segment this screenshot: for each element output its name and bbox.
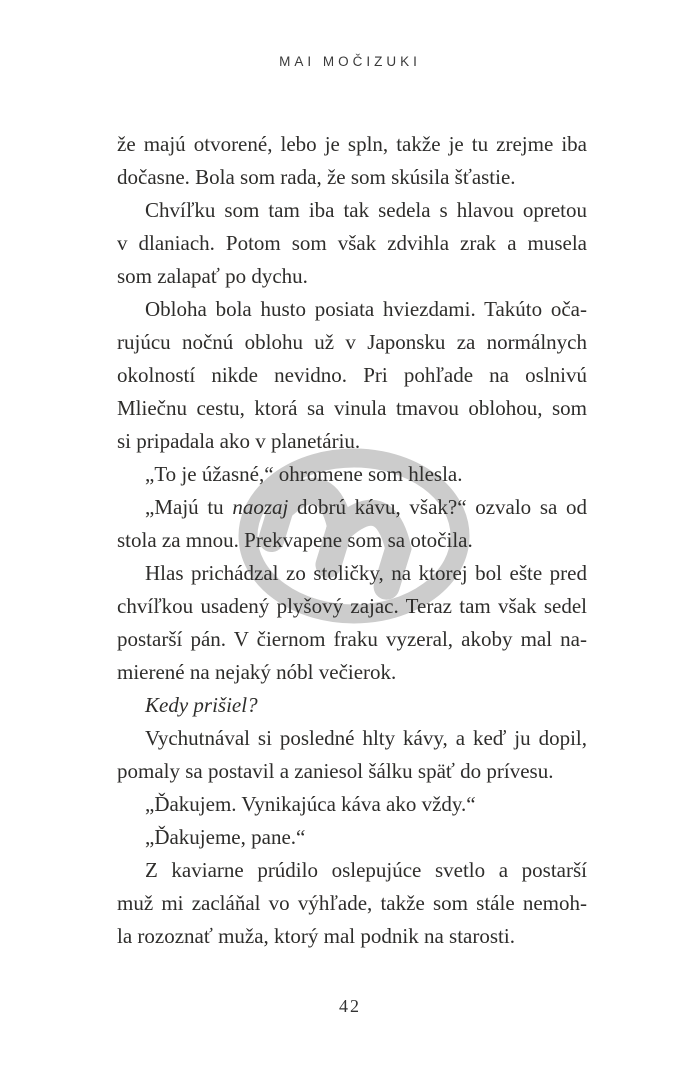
text-segment: mierené na nejaký nóbl večierok. — [117, 660, 397, 684]
text-line — [117, 194, 587, 227]
text-segment: Vychutnával si posledné hlty kávy, a keď ju dopil, — [145, 726, 587, 750]
text-line — [117, 425, 587, 458]
text-line — [117, 755, 587, 788]
text-segment: že majú otvorené, lebo je spln, takže je tu zrejme iba — [117, 132, 587, 156]
text-segment: som zalapať po dychu. — [117, 264, 308, 288]
text-line — [117, 392, 587, 425]
text-line — [117, 920, 587, 953]
text-segment: rujúcu nočnú oblohu už v Japonsku za normálnych — [117, 330, 587, 354]
text-line — [117, 854, 587, 887]
text-line — [117, 788, 587, 821]
italic-text-segment: naozaj — [232, 495, 289, 519]
text-line — [117, 656, 587, 689]
text-line — [117, 491, 587, 524]
text-segment: okolností nikde nevidno. Pri pohľade na oslnivú — [117, 363, 587, 387]
text-segment: la rozoznať muža, ktorý mal podnik na starosti. — [117, 924, 515, 948]
text-segment: stola za mnou. Prekvapene som sa otočila. — [117, 528, 473, 552]
text-segment: Mliečnu cestu, ktorá sa vinula tmavou oblohou, som — [117, 396, 587, 420]
page-number: 42 — [339, 996, 361, 1016]
text-line — [117, 722, 587, 755]
text-segment: dobrú kávu, však?“ ozvalo sa od — [288, 495, 588, 519]
italic-text-segment: Kedy prišiel? — [145, 693, 258, 717]
text-segment: Obloha bola husto posiata hviezdami. Takúto oča- — [145, 297, 587, 321]
text-line — [117, 260, 587, 293]
text-segment: si pripadala ako v planetáriu. — [117, 429, 361, 453]
text-line — [117, 128, 587, 161]
text-segment: chvíľkou usadený plyšový zajac. Teraz tam však sedel — [117, 594, 587, 618]
body-text — [117, 128, 587, 953]
text-segment: „To je úžasné,“ ohromene som hlesla. — [145, 462, 463, 486]
text-segment: pomaly sa postavil a zaniesol šálku späť do prívesu. — [117, 759, 554, 783]
text-segment: dočasne. Bola som rada, že som skúsila šťastie. — [117, 165, 516, 189]
running-header: MAI MOČIZUKI — [279, 54, 421, 69]
text-line — [117, 161, 587, 194]
text-segment: Chvíľku som tam iba tak sedela s hlavou opretou — [145, 198, 587, 222]
text-line — [117, 887, 587, 920]
text-line — [117, 359, 587, 392]
text-segment: „Majú tu — [145, 495, 233, 519]
text-line — [117, 821, 587, 854]
text-line — [117, 623, 587, 656]
text-line — [117, 590, 587, 623]
text-segment: postarší pán. V čiernom fraku vyzeral, akoby mal na- — [117, 627, 587, 651]
text-line — [117, 458, 587, 491]
text-line — [117, 689, 587, 722]
text-line — [117, 227, 587, 260]
text-segment: „Ďakujem. Vynikajúca káva ako vždy.“ — [145, 792, 476, 816]
text-segment: Hlas prichádzal zo stoličky, na ktorej bol ešte pred — [145, 561, 587, 585]
text-segment: Z kaviarne prúdilo oslepujúce svetlo a postarší — [145, 858, 587, 882]
text-line — [117, 326, 587, 359]
text-line — [117, 557, 587, 590]
text-segment: v dlaniach. Potom som však zdvihla zrak a musela — [117, 231, 587, 255]
text-line — [117, 293, 587, 326]
text-segment: „Ďakujeme, pane.“ — [145, 825, 306, 849]
text-line — [117, 524, 587, 557]
text-segment: muž mi zacláňal vo výhľade, takže som stále nemoh- — [117, 891, 587, 915]
